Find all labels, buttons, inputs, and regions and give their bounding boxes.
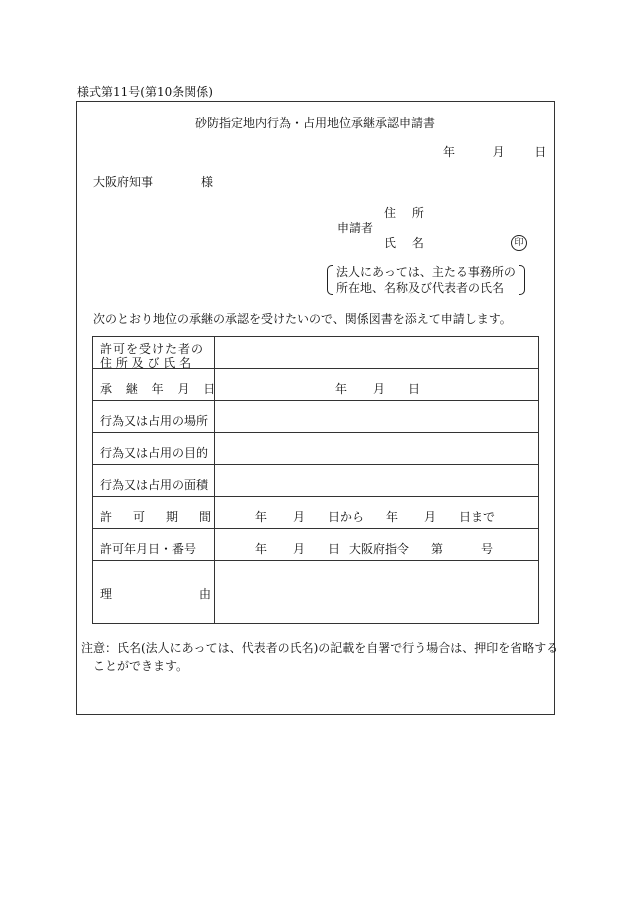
intro-text: 次のとおり地位の承継の承認を受けたいので、関係図書を添えて申請します。 <box>93 312 512 326</box>
permit-number-prefix: 第 <box>431 542 444 556</box>
applicant-label: 申請者 <box>337 221 374 235</box>
table-row-reason <box>93 561 538 623</box>
row-label-permit-period-3: 期 <box>166 510 179 524</box>
permit-directive: 大阪府指令 <box>349 542 410 556</box>
application-table <box>92 336 539 624</box>
row-label-location: 行為又は占用の場所 <box>100 414 209 428</box>
period-end-year: 年 <box>386 510 399 524</box>
row-label-permit-holder-b: 住 所 及 び 氏 名 <box>100 356 192 370</box>
addressee: 大阪府知事 <box>93 175 154 189</box>
applicant-name-label: 氏 名 <box>384 236 430 250</box>
succession-day: 日 <box>408 382 421 396</box>
table-row-area <box>93 465 538 497</box>
period-start-day: 日から <box>328 510 365 524</box>
period-end-month: 月 <box>424 510 437 524</box>
date-year: 年 <box>443 145 456 159</box>
page-title: 砂防指定地内行為・占用地位承継承認申請書 <box>194 116 435 130</box>
period-end-day: 日まで <box>459 510 496 524</box>
row-label-permit-period-4: 間 <box>199 510 212 524</box>
period-start-year: 年 <box>255 510 268 524</box>
row-label-permit-period-1: 許 <box>100 510 113 524</box>
permit-month: 月 <box>293 542 306 556</box>
row-label-permit-period-2: 可 <box>133 510 146 524</box>
area-field[interactable] <box>215 466 538 496</box>
date-month: 月 <box>492 145 505 159</box>
table-row-purpose <box>93 433 538 465</box>
row-label-area: 行為又は占用の面積 <box>100 478 209 492</box>
row-label-permit-holder-a: 許可を受けた者の <box>100 342 205 356</box>
corporation-note-line2: 所在地、名称及び代表者の氏名 <box>336 281 505 295</box>
row-label-reason-2: 由 <box>199 587 212 601</box>
bracket-right <box>519 265 525 295</box>
permit-day: 日 <box>328 542 341 556</box>
permit-year: 年 <box>255 542 268 556</box>
table-row-location <box>93 401 538 433</box>
succession-year: 年 <box>335 382 348 396</box>
date-day: 日 <box>534 145 547 159</box>
note-line-1: 注意：氏名(法人にあっては、代表者の氏名)の記載を自署で行う場合は、押印を省略する <box>81 641 559 655</box>
table-row-permit-number <box>93 529 538 561</box>
permit-holder-field[interactable] <box>215 338 538 368</box>
row-label-permit-number: 許可年月日・番号 <box>100 542 197 556</box>
period-start-month: 月 <box>293 510 306 524</box>
table-row-succession-date <box>93 369 538 401</box>
row-label-succession-date: 承 継 年 月 日 <box>100 382 221 396</box>
location-field[interactable] <box>215 402 538 432</box>
bracket-left <box>327 265 333 295</box>
form-number-label: 様式第11号(第10条関係) <box>77 85 213 99</box>
row-label-purpose: 行為又は占用の目的 <box>100 446 209 460</box>
applicant-address-label: 住 所 <box>384 206 430 220</box>
table-row-permit-holder <box>93 337 538 369</box>
note-line-2: ことができます。 <box>93 659 189 673</box>
row-label-reason-1: 理 <box>100 587 113 601</box>
submission-date <box>443 146 546 158</box>
corporation-note-line1: 法人にあっては、主たる事務所の <box>336 265 516 279</box>
purpose-field[interactable] <box>215 434 538 464</box>
corporation-note <box>327 263 525 295</box>
addressee-honorific: 様 <box>201 175 214 189</box>
permit-number-suffix: 号 <box>481 542 494 556</box>
table-row-permit-period <box>93 497 538 529</box>
seal-mark-icon: 印 <box>511 235 527 251</box>
succession-month: 月 <box>373 382 386 396</box>
reason-field[interactable] <box>215 562 538 622</box>
